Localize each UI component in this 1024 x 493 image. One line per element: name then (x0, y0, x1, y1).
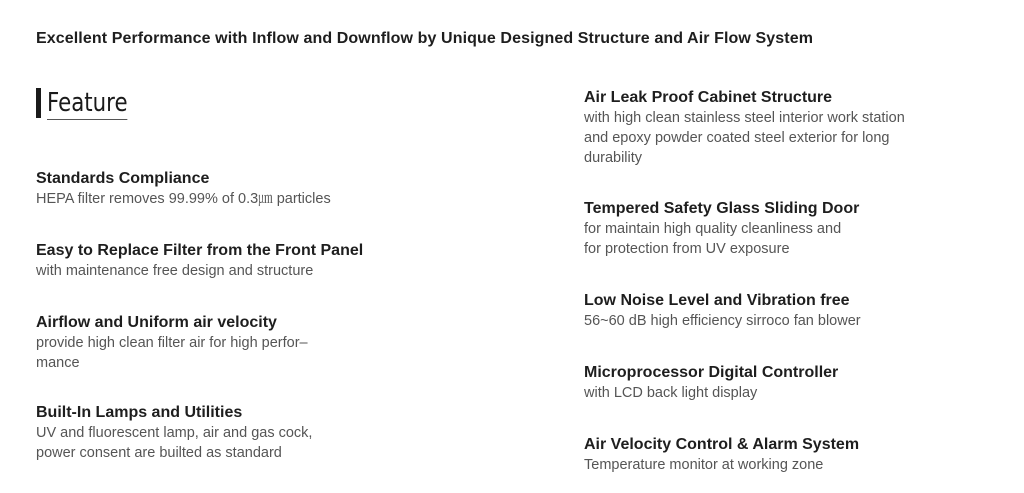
page-headline: Excellent Performance with Inflow and Downflow by Unique Designed Structure and Air Flow System (36, 30, 814, 47)
feature-description: 56~60 dB high efficiency sirroco fan blower (584, 313, 861, 329)
feature-air-velocity-alarm (584, 435, 1004, 475)
feature-title: Microprocessor Digital Controller (584, 364, 839, 381)
feature-microprocessor-controller (584, 363, 1004, 403)
feature-description: Temperature monitor at working zone (584, 457, 824, 473)
section-title-text: Feature (47, 88, 128, 118)
feature-description: with LCD back light display (584, 385, 758, 401)
feature-description: UV and fluorescent lamp, air and gas cock, power consent are builted as standard (36, 425, 313, 461)
feature-airflow-uniform-velocity (36, 313, 456, 373)
feature-title: Easy to Replace Filter from the Front Panel (36, 242, 364, 259)
feature-title: Air Velocity Control & Alarm System (584, 436, 860, 453)
feature-title: Air Leak Proof Cabinet Structure (584, 89, 833, 106)
feature-easy-replace-filter (36, 241, 456, 281)
feature-title: Built-In Lamps and Utilities (36, 404, 243, 421)
section-title-bar (36, 88, 41, 118)
feature-built-in-lamps (36, 403, 456, 463)
section-title (36, 88, 145, 120)
feature-description: provide high clean filter air for high perfor– mance (36, 335, 308, 371)
feature-air-leak-proof (584, 88, 1004, 168)
feature-description: for maintain high quality cleanliness and for protection from UV exposure (584, 221, 842, 257)
feature-title: Standards Compliance (36, 170, 210, 187)
feature-description: with maintenance free design and structure (36, 263, 314, 279)
feature-standards-compliance (36, 169, 456, 209)
feature-title: Low Noise Level and Vibration free (584, 292, 850, 309)
feature-description: HEPA filter removes 99.99% of 0.3㎛ particles (36, 191, 331, 207)
feature-title: Airflow and Uniform air velocity (36, 314, 277, 331)
feature-tempered-glass-door (584, 199, 1004, 259)
feature-title: Tempered Safety Glass Sliding Door (584, 200, 860, 217)
feature-description: with high clean stainless steel interior work station and epoxy powder coated steel exterior for long durability (584, 110, 905, 166)
feature-low-noise (584, 291, 1004, 331)
